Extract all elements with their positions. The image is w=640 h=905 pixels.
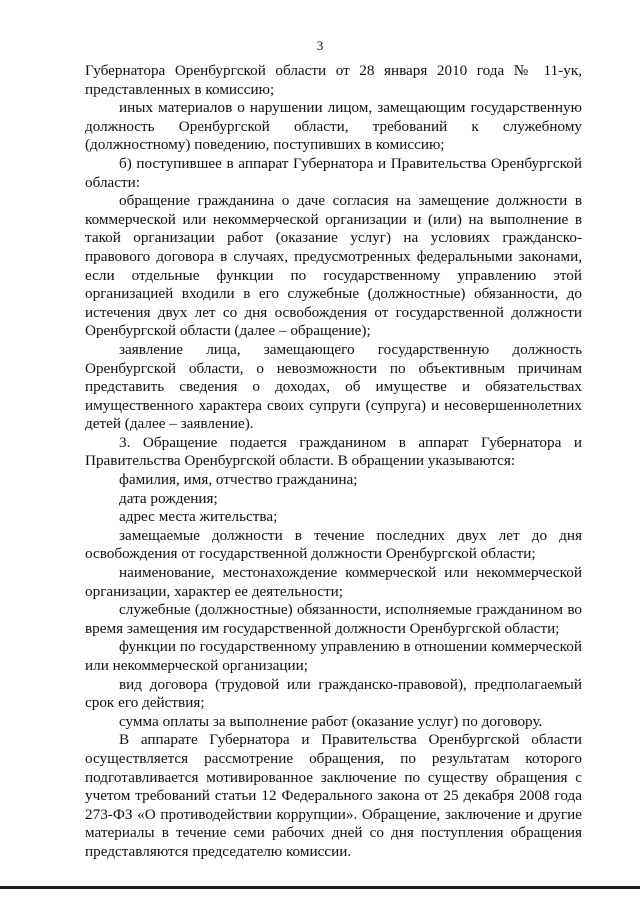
paragraph: вид договора (трудовой или гражданско-правовой), предполагаемый срок его действия; xyxy=(85,675,582,712)
paragraph: В аппарате Губернатора и Правительства Оренбургской области осуществляется рассмотрение обращения, по результатам которого подготавливается мотивированное заключение по существу обращения с учетом требований статьи 12 Федерального закона от 25 декабря 2008 года 273-ФЗ «О противодействии коррупции». Обращение, заключение и другие материалы в течение семи рабочих дней со дня поступления обращения представляются председателю комиссии. xyxy=(85,731,582,860)
page-bottom-border xyxy=(0,886,640,889)
paragraph: обращение гражданина о даче согласия на замещение должности в коммерческой или некоммерческой организации и (или) на выполнение в такой организации работ (оказание услуг) на условиях гражданско-правового договора в случаях, предусмотренных федеральными законами, если отдельные функции по государственному управлению этой организацией входили в его служебные (должностные) обязанности, до истечения двух лет со дня освобождения от государственной должности Оренбургской области (далее – обращение); xyxy=(85,192,582,340)
paragraph: адрес места жительства; xyxy=(119,508,278,526)
paragraph: б) поступившее в аппарат Губернатора и Правительства Оренбургской области: xyxy=(85,154,582,191)
paragraph: дата рождения; xyxy=(119,489,218,507)
paragraph: наименование, местонахождение коммерческой или некоммерческой организации, характер ее деятельности; xyxy=(85,564,582,600)
paragraph: сумма оплаты за выполнение работ (оказание услуг) по договору. xyxy=(119,712,543,730)
page-number: 3 xyxy=(316,38,324,53)
paragraph: заявление лица, замещающего государственную должность Оренбургской области, о невозможности по объективным причинам представить сведения о доходах, об имуществе и обязательствах имущественного характера своих супруги (супруга) и несовершеннолетних детей (далее – заявление). xyxy=(85,340,582,433)
paragraph: Губернатора Оренбургской области от 28 января 2010 года № 11-ук, представленных в комиссию; xyxy=(85,62,582,98)
paragraph: 3. Обращение подается гражданином в аппарат Губернатора и Правительства Оренбургской области. В обращении указываются: xyxy=(85,433,582,470)
document-body xyxy=(85,62,582,862)
paragraph: иных материалов о нарушении лицом, замещающим государственную должность Оренбургской области, требований к служебному (должностному) поведению, поступивших в комиссию; xyxy=(85,99,582,154)
paragraph: служебные (должностные) обязанности, исполняемые гражданином во время замещения им государственной должности Оренбургской области; xyxy=(85,601,582,637)
paragraph: функции по государственному управлению в отношении коммерческой или некоммерческой организации; xyxy=(85,638,582,674)
paragraph: замещаемые должности в течение последних двух лет до дня освобождения от государственной должности Оренбургской области; xyxy=(85,526,582,563)
paragraph: фамилия, имя, отчество гражданина; xyxy=(119,471,358,489)
